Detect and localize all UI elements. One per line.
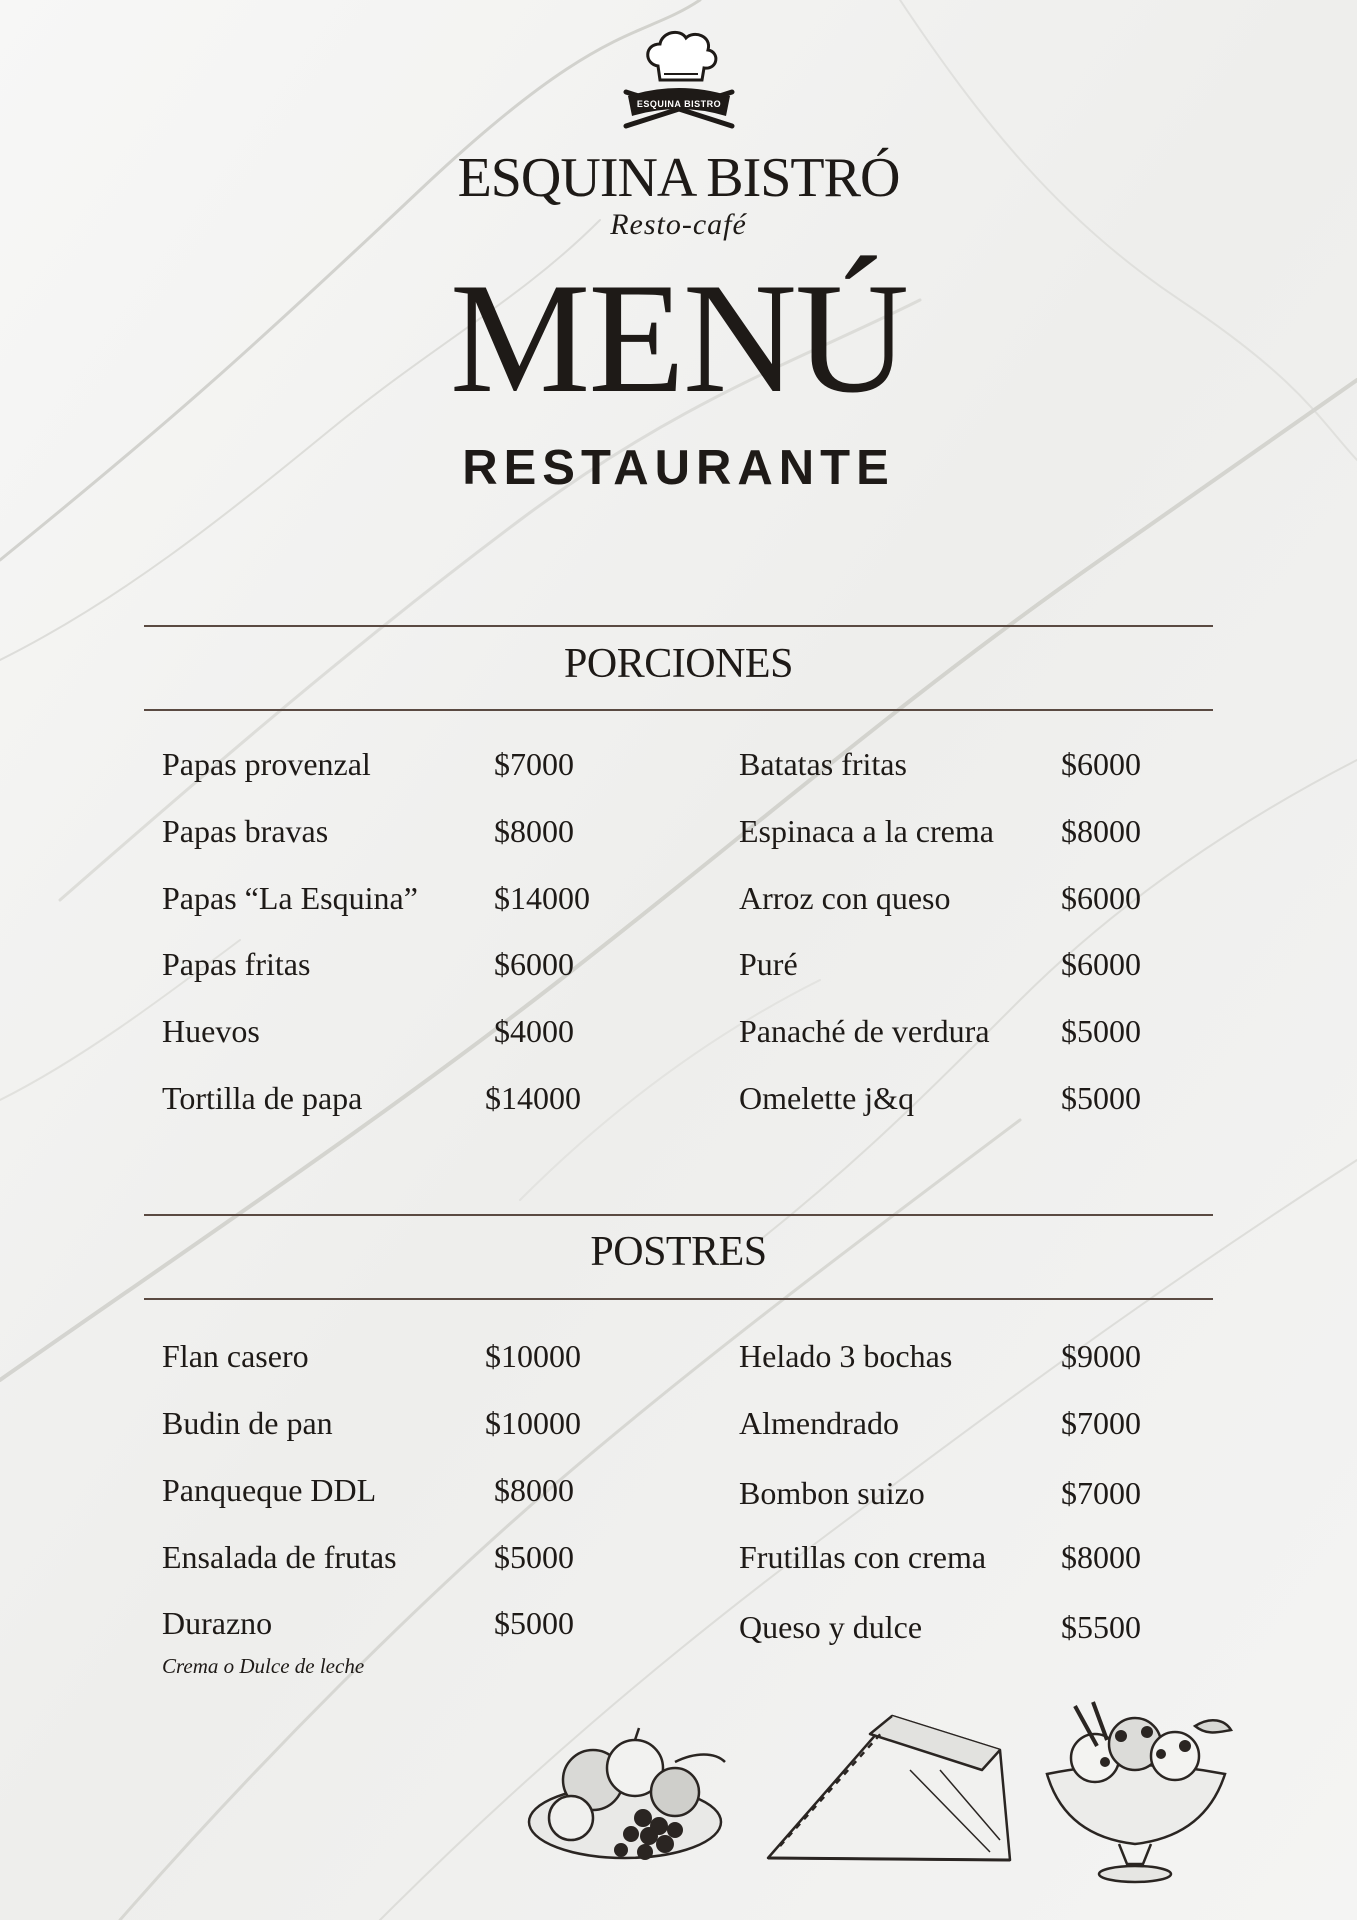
menu-subtitle: RESTAURANTE xyxy=(462,441,895,495)
menu-title: MENÚ xyxy=(449,251,908,426)
item-name: Papas bravas xyxy=(162,813,329,849)
item-price: $4000 xyxy=(494,1013,574,1049)
divider xyxy=(144,709,1213,711)
item-price: $6000 xyxy=(1061,946,1141,982)
section-title-porciones: PORCIONES xyxy=(564,641,793,687)
item-price: $9000 xyxy=(1061,1338,1141,1374)
item-price: $8000 xyxy=(494,1472,574,1508)
item-price: $7000 xyxy=(1061,1405,1141,1441)
fruit-bowl-icon xyxy=(525,1722,740,1872)
item-name: Helado 3 bochas xyxy=(739,1338,953,1374)
item-name: Budin de pan xyxy=(162,1405,333,1441)
divider xyxy=(144,1298,1213,1300)
logo-text: ESQUINA BISTRO xyxy=(636,99,722,109)
item-name: Huevos xyxy=(162,1013,260,1049)
item-price: $10000 xyxy=(485,1405,581,1441)
item-name: Durazno xyxy=(162,1605,273,1641)
item-price: $8000 xyxy=(1061,1539,1141,1575)
item-name: Omelette j&q xyxy=(739,1080,915,1116)
item-name: Ensalada de frutas xyxy=(162,1539,397,1575)
item-name: Arroz con queso xyxy=(739,880,951,916)
item-price: $14000 xyxy=(485,1080,581,1116)
item-name: Espinaca a la crema xyxy=(739,813,994,849)
item-name: Puré xyxy=(739,946,798,982)
item-price: $6000 xyxy=(494,946,574,982)
divider xyxy=(144,625,1213,627)
item-price: $5000 xyxy=(1061,1013,1141,1049)
restaurant-name: ESQUINA BISTRÓ xyxy=(457,147,900,209)
item-name: Panqueque DDL xyxy=(162,1472,377,1508)
item-price: $5500 xyxy=(1061,1609,1141,1645)
ice-cream-sundae-icon xyxy=(1035,1696,1235,1886)
tagline: Resto-café xyxy=(610,208,747,241)
item-name: Batatas fritas xyxy=(739,746,907,782)
item-name: Panaché de verdura xyxy=(739,1013,990,1049)
item-name: Queso y dulce xyxy=(739,1609,923,1645)
item-price: $6000 xyxy=(1061,746,1141,782)
item-price: $10000 xyxy=(485,1338,581,1374)
restaurant-logo xyxy=(618,26,740,134)
item-price: $5000 xyxy=(1061,1080,1141,1116)
item-price: $8000 xyxy=(494,813,574,849)
item-price: $7000 xyxy=(1061,1475,1141,1511)
chef-hat-icon xyxy=(648,32,716,80)
cake-slice-icon xyxy=(760,1710,1020,1870)
item-price: $14000 xyxy=(494,880,590,916)
item-name: Flan casero xyxy=(162,1338,309,1374)
item-name: Tortilla de papa xyxy=(162,1080,363,1116)
item-price: $5000 xyxy=(494,1605,574,1641)
item-note: Crema o Dulce de leche xyxy=(162,1654,365,1678)
item-name: Frutillas con crema xyxy=(739,1539,987,1575)
item-price: $5000 xyxy=(494,1539,574,1575)
item-price: $6000 xyxy=(1061,880,1141,916)
item-name: Almendrado xyxy=(739,1405,899,1441)
item-name: Bombon suizo xyxy=(739,1475,925,1511)
item-name: Papas provenzal xyxy=(162,746,371,782)
item-name: Papas fritas xyxy=(162,946,311,982)
item-name: Papas “La Esquina” xyxy=(162,880,418,916)
divider xyxy=(144,1214,1213,1216)
item-price: $7000 xyxy=(494,746,574,782)
item-price: $8000 xyxy=(1061,813,1141,849)
section-title-postres: POSTRES xyxy=(590,1229,767,1275)
